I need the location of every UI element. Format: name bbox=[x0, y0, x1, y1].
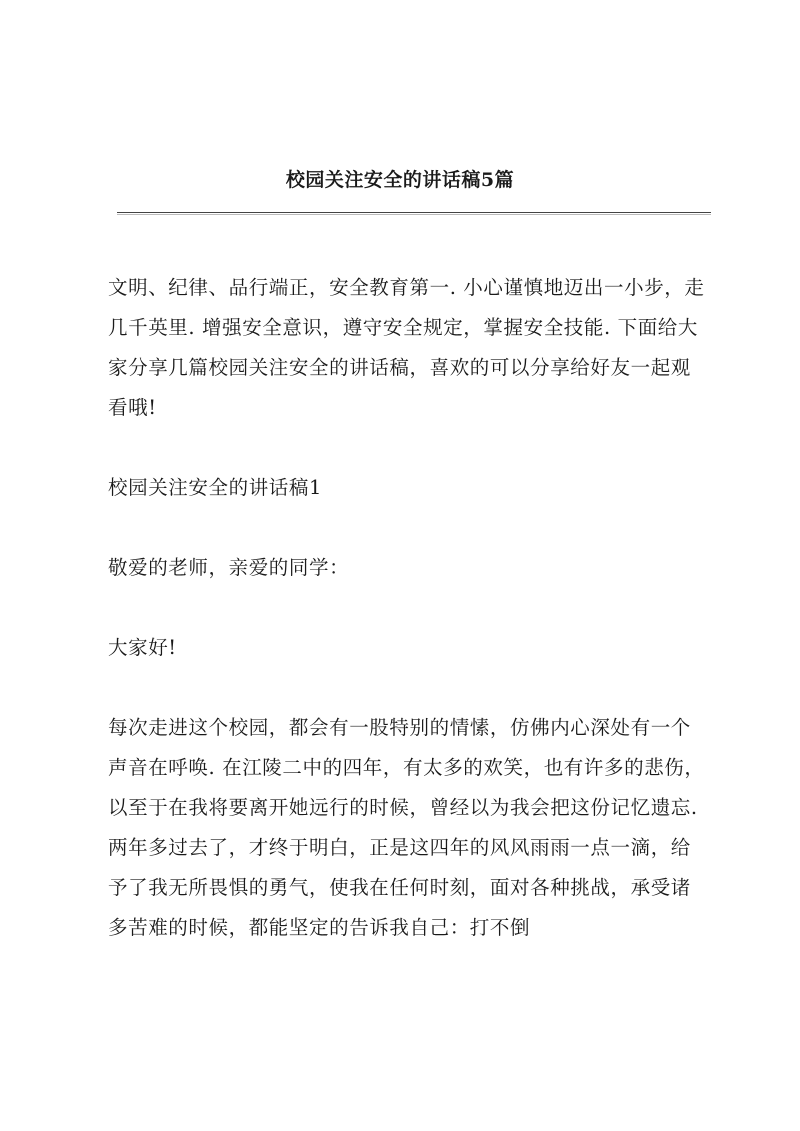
greeting: 大家好! bbox=[108, 636, 177, 659]
body-paragraph: 每次走进这个校园，都会有一股特别的情愫，仿佛内心深处有一个声音在呼唤. 在江陵二中的四年，有太多的欢笑，也有许多的悲伤，以至于在我将要离开她远行的时候，曾经以为我会把这份记忆遗忘. 两年多过去了，才终于明白，正是这四年的风风雨雨一点一滴，给予了我无所畏惧的勇气，使我在任何时刻，面对各种挑战，承受诸多苦难的时候，都能坚定的告诉我自己：打不倒 bbox=[108, 716, 705, 939]
salutation: 敬爱的老师，亲爱的同学： bbox=[108, 556, 350, 579]
section-heading: 校园关注安全的讲话稿1 bbox=[108, 476, 323, 499]
intro-paragraph: 文明、纪律、品行端正，安全教育第一. 小心谨慎地迈出一小步，走几千英里. 增强安全意识，遵守安全规定，掌握安全技能. 下面给大家分享几篇校园关注安全的讲话稿，喜欢的可以分享给好友一起观看哦! bbox=[108, 276, 705, 419]
title-underline bbox=[117, 212, 711, 213]
document-title: 校园关注安全的讲话稿5篇 bbox=[285, 169, 515, 191]
document-body bbox=[108, 268, 708, 988]
